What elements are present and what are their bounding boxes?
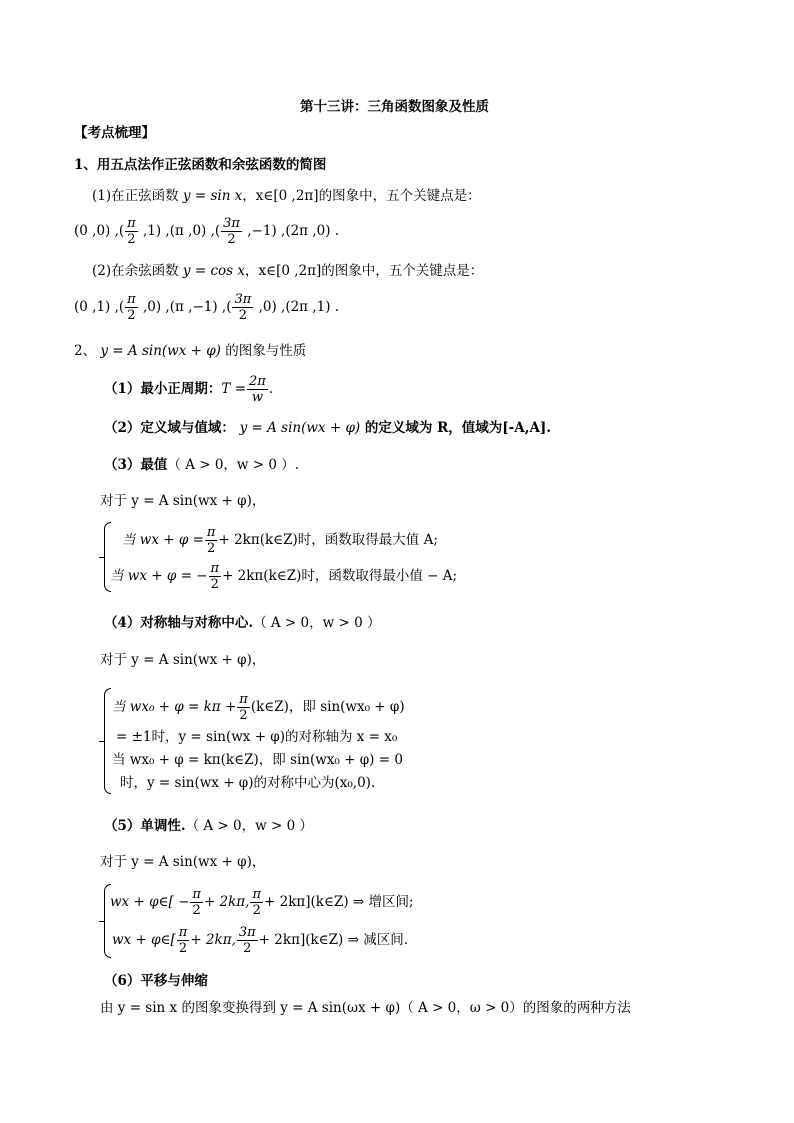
fraction — [125, 292, 138, 323]
fraction-denominator: 2 — [127, 308, 136, 323]
case-result: + 2kπ(k∈Z)时，函数取得最大值 A; — [218, 532, 438, 548]
period-equation: T = — [221, 381, 247, 397]
section-header: 【考点梳理】 — [74, 125, 155, 141]
sin-points-part: ,1) ,(π ,0) ,( — [138, 223, 221, 239]
extremum-for: 对于 y = A sin(wx + φ)， — [100, 493, 266, 509]
symmetry-line-3: 当 wx₀ + φ = kπ(k∈Z)，即 sin(wx₀ + φ) = 0 — [112, 752, 403, 768]
monotonicity-for: 对于 y = A sin(wx + φ)， — [100, 854, 266, 870]
fraction-denominator: 2 — [210, 577, 219, 592]
case-expression: + 2kπ, — [190, 932, 236, 948]
fraction — [237, 692, 250, 723]
fraction-numerator: π — [210, 561, 220, 576]
fraction — [250, 887, 263, 918]
cos-points-part: (0 ,1) ,( — [74, 299, 125, 315]
fraction — [125, 216, 138, 247]
fraction-numerator: 3π — [223, 216, 240, 231]
fraction-numerator: π — [252, 887, 262, 902]
cos-points-part: ,0) ,(2π ,1) . — [254, 299, 340, 315]
section-1-heading: 1、用五点法作正弦函数和余弦函数的简图 — [74, 157, 327, 173]
cos-domain: ，x∈[0 ,2π] — [244, 263, 322, 279]
symmetry-line-1 — [112, 692, 405, 723]
cos-function: y = cos x — [182, 263, 245, 279]
section-2-heading — [74, 342, 306, 360]
fraction-numerator: π — [127, 216, 136, 231]
domain-range-text: 的定义域为 R，值域为[-A,A]. — [364, 420, 552, 436]
domain-function: y = A sin(wx + φ) — [239, 420, 361, 436]
fraction-denominator: 2 — [127, 232, 136, 247]
fraction — [205, 525, 218, 556]
decreasing-interval — [112, 924, 408, 956]
fraction-denominator: 2 — [192, 903, 201, 918]
case-expression: wx + φ∈[ — [112, 932, 176, 948]
fraction-denominator: 2 — [207, 541, 216, 556]
sin-intro-line — [92, 187, 481, 205]
property-symmetry — [104, 614, 380, 632]
fraction-numerator: π — [127, 292, 136, 307]
case-expression: 当 wx + φ = − — [110, 568, 208, 584]
property-condition: （ A > 0，w > 0 ）. — [167, 457, 300, 473]
property-label: （2）定义域与值域： — [104, 420, 235, 436]
fraction — [232, 292, 253, 323]
property-label: （1）最小正周期： — [104, 381, 222, 397]
period-end: . — [268, 381, 274, 397]
section-number: 2、 — [74, 343, 97, 359]
case-expression: 当 wx + φ = — [122, 532, 204, 548]
case-result: (k∈Z)，即 sin(wx₀ + φ) — [250, 699, 405, 715]
fraction-denominator: 2 — [227, 232, 236, 247]
fraction-numerator: π — [178, 925, 188, 940]
fraction-denominator: 2 — [238, 308, 248, 323]
cos-points-part: ,0) ,(π ,−1) ,( — [138, 299, 232, 315]
fraction-numerator: π — [239, 692, 248, 707]
page-title: 第十三讲：三角函数图象及性质 — [300, 99, 489, 115]
property-condition: （ A > 0，w > 0 ） — [185, 818, 313, 834]
sin-intro-text: (1)在正弦函数 — [92, 188, 179, 204]
cos-intro-text: (2)在余弦函数 — [92, 263, 179, 279]
property-label: （5）单调性. — [104, 818, 186, 834]
property-transform: （6）平移与伸缩 — [104, 973, 208, 989]
extremum-case-max — [122, 524, 438, 556]
case-expression: wx + φ∈[ − — [110, 894, 190, 910]
case-result: + 2kπ](k∈Z) ⇒ 增区间; — [264, 894, 414, 910]
property-condition: （ A > 0，w > 0 ） — [253, 615, 381, 631]
fraction-numerator: 2π — [249, 374, 266, 389]
case-expression: + 2kπ, — [203, 894, 250, 910]
fraction — [177, 925, 190, 956]
heading-text: 的图象与性质 — [225, 343, 307, 359]
fraction — [190, 887, 203, 918]
fraction — [247, 374, 268, 405]
fraction-denominator: 2 — [239, 708, 248, 723]
property-extremum — [104, 456, 299, 474]
property-label: （4）对称轴与对称中心. — [104, 615, 254, 631]
extremum-case-min — [110, 560, 457, 592]
sin-points-part: (0 ,0) ,( — [74, 223, 125, 239]
cos-intro-line — [92, 262, 483, 280]
fraction — [209, 561, 222, 592]
cases-brace — [104, 688, 111, 794]
symmetry-line-4: 时，y = sin(wx + φ)的对称中心为(x₀,0). — [120, 775, 376, 791]
fraction-numerator: 3π — [234, 292, 252, 307]
sin-domain: ，x∈[0 ,2π] — [242, 188, 319, 204]
case-expression: 当 wx₀ + φ = kπ + — [112, 699, 237, 715]
cos-intro-suffix: 的图象中，五个关键点是： — [321, 263, 484, 279]
property-monotonicity — [104, 817, 313, 835]
fraction-numerator: π — [206, 525, 216, 540]
increasing-interval — [110, 886, 414, 918]
case-result: + 2kπ](k∈Z) ⇒ 减区间. — [258, 932, 408, 948]
fraction-numerator: π — [192, 887, 201, 902]
symmetry-line-2: = ±1时，y = sin(wx + φ)的对称轴为 x = x₀ — [116, 729, 398, 745]
property-domain-range — [104, 419, 551, 437]
heading-function: y = A sin(wx + φ) — [100, 343, 221, 359]
sin-function: y = sin x — [182, 188, 243, 204]
sin-intro-suffix: 的图象中，五个关键点是： — [318, 188, 481, 204]
sin-points-part: ,−1) ,(2π ,0) . — [242, 223, 340, 239]
fraction — [221, 216, 242, 247]
fraction-denominator: 2 — [243, 941, 252, 956]
property-label: （3）最值 — [104, 457, 168, 473]
symmetry-for: 对于 y = A sin(wx + φ)， — [100, 652, 266, 668]
fraction-denominator: 2 — [252, 903, 261, 918]
cos-key-points — [74, 290, 339, 324]
fraction-denominator: w — [251, 390, 263, 405]
transform-text: 由 y = sin x 的图象变换得到 y = A sin(ωx + φ)（ A > 0，ω > 0）的图象的两种方法 — [100, 1000, 631, 1016]
property-period — [104, 372, 273, 406]
sin-key-points — [74, 214, 339, 248]
fraction-denominator: 2 — [178, 941, 188, 956]
fraction — [237, 925, 258, 956]
case-result: + 2kπ(k∈Z)时，函数取得最小值 − A; — [222, 568, 458, 584]
fraction-numerator: 3π — [238, 925, 256, 940]
